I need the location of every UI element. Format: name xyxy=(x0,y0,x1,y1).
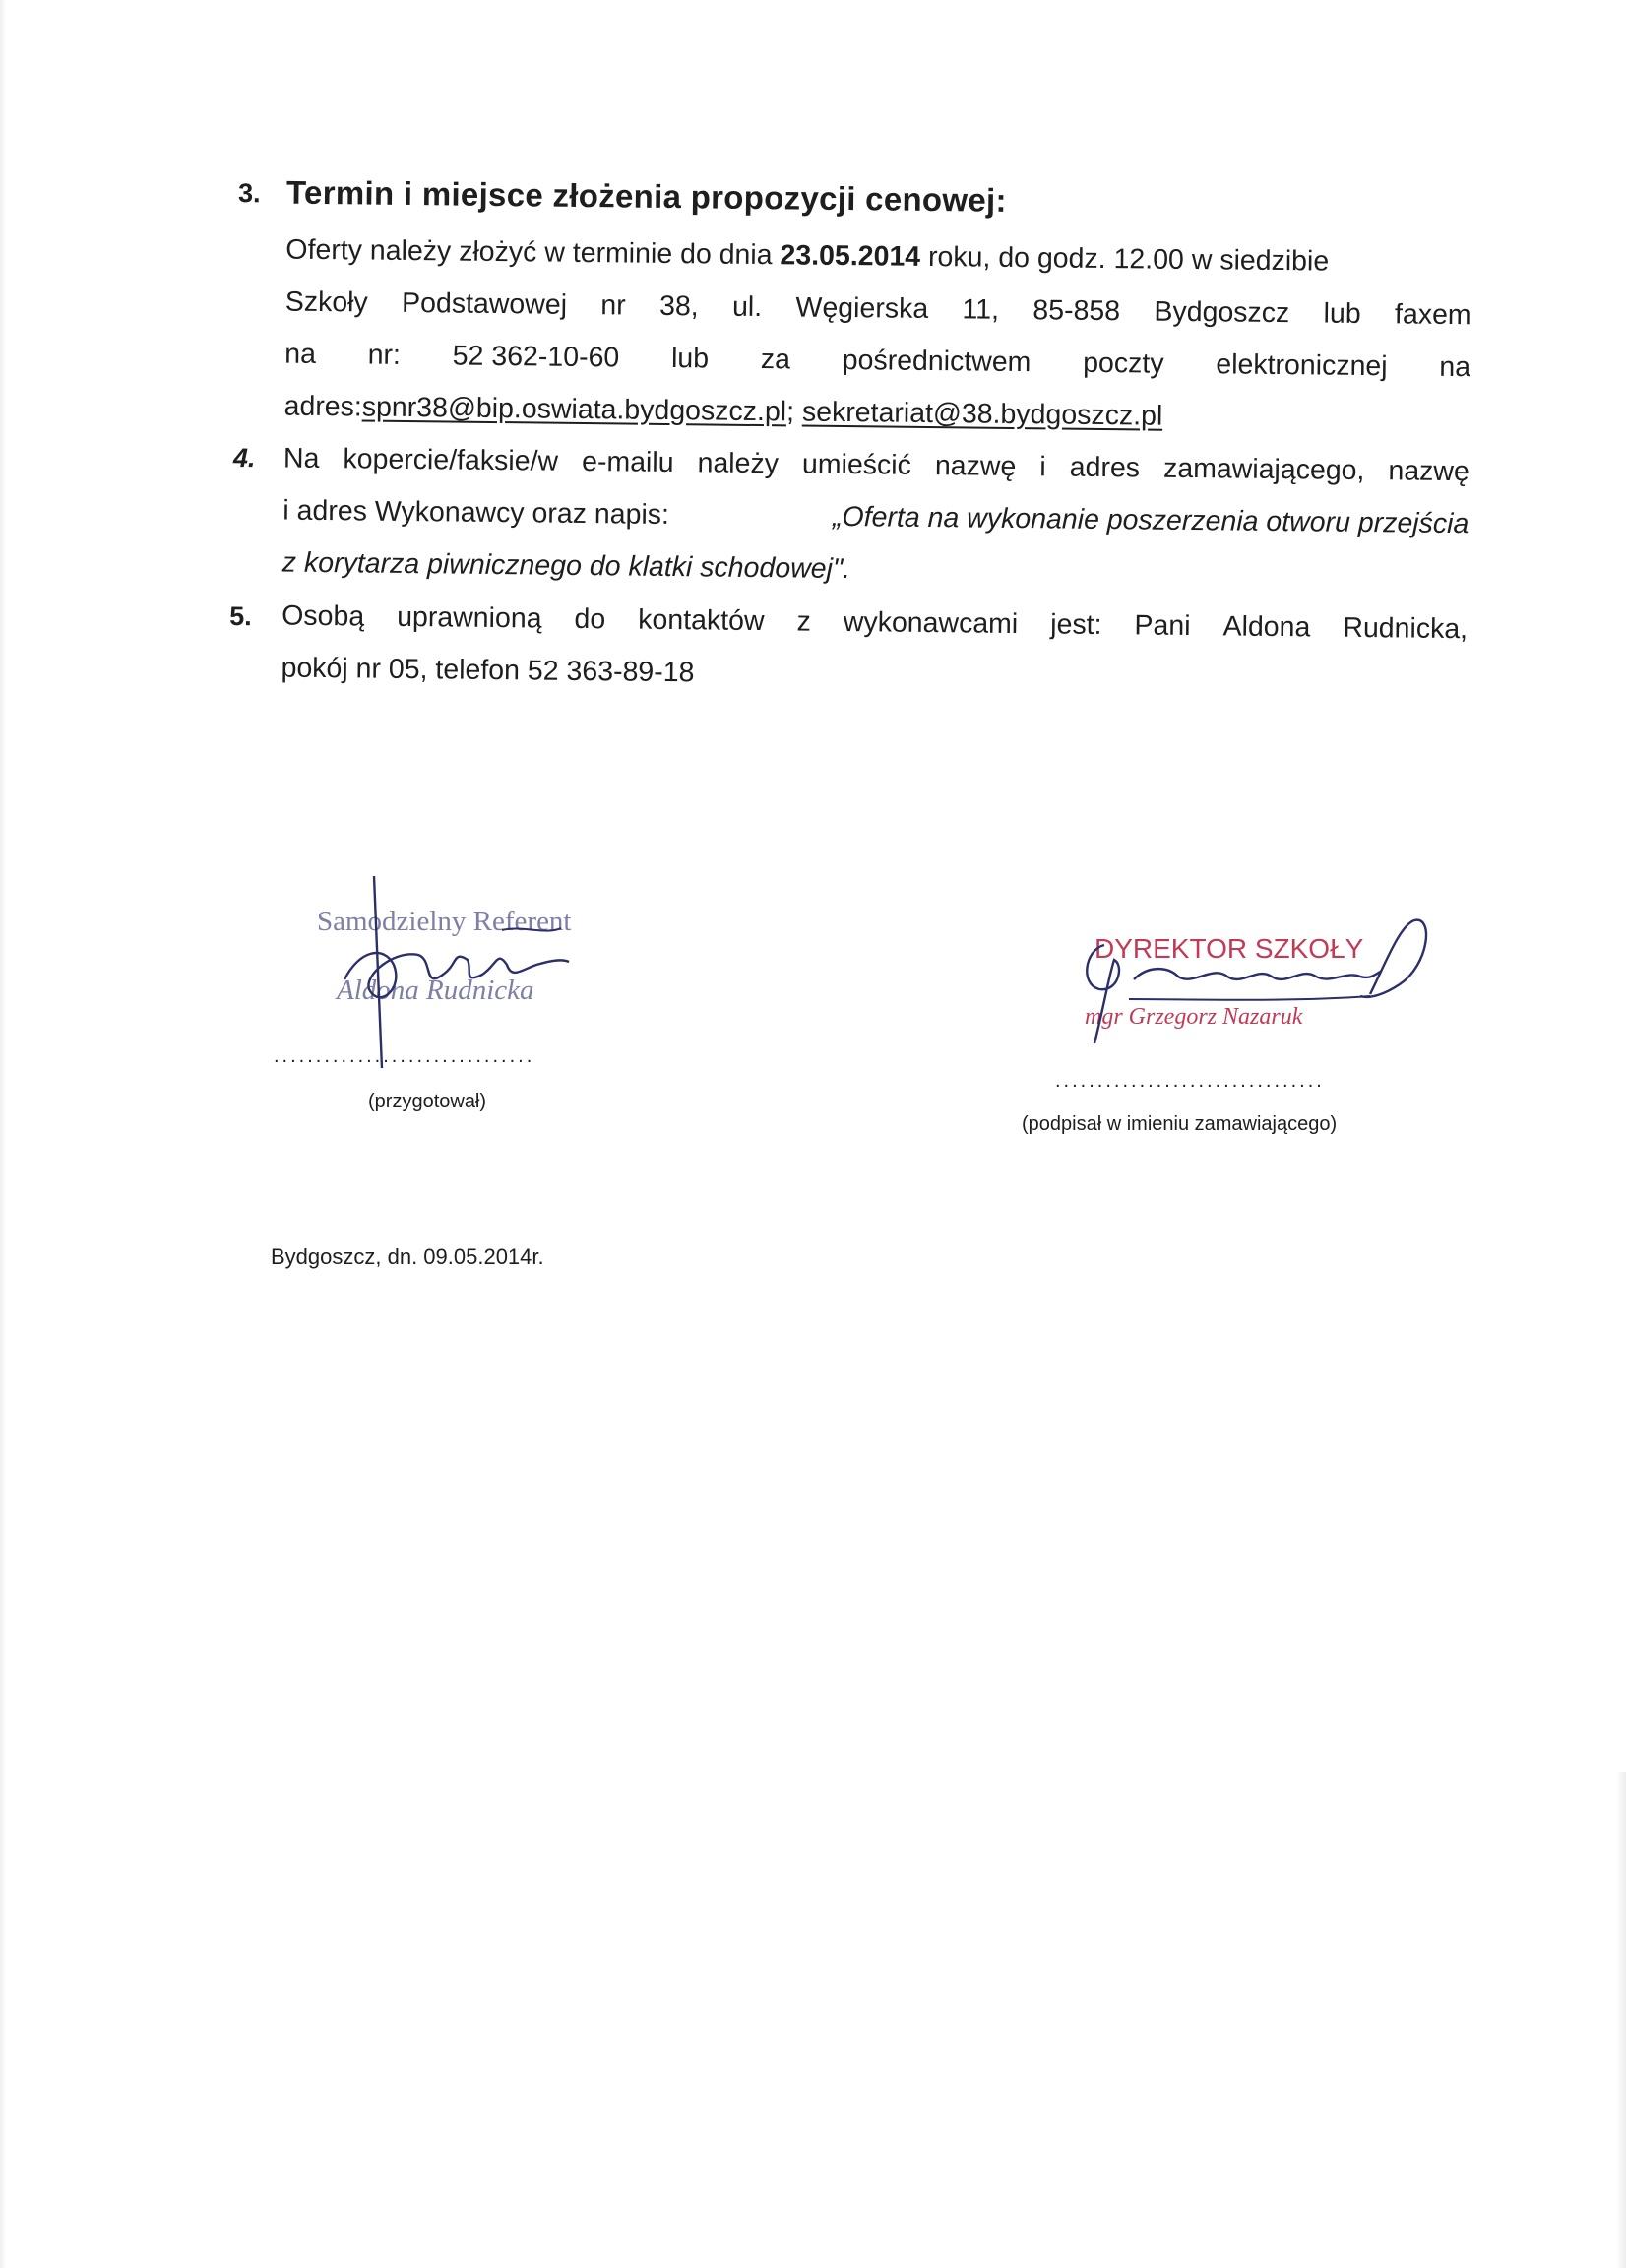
word: wykonawcami xyxy=(843,606,1019,641)
word: 11, xyxy=(962,293,1000,326)
word: Węgierska xyxy=(795,291,929,325)
section-4-line-2-text: i adres Wykonawcy oraz napis: xyxy=(282,494,670,532)
email-separator: ; xyxy=(785,396,795,428)
word: Pani xyxy=(1134,609,1191,643)
word: nr xyxy=(600,289,626,322)
director-signature xyxy=(1075,906,1449,1053)
word: do xyxy=(574,602,606,636)
word: należy xyxy=(697,447,780,480)
word: i xyxy=(1039,451,1046,483)
word: e-mailu xyxy=(581,446,674,479)
section-3-heading: Termin i miejsce złożenia propozycji cenowej: xyxy=(285,173,1007,219)
word: pośrednictwem xyxy=(842,344,1032,379)
word: Bydgoszcz xyxy=(1154,295,1290,330)
word: poczty xyxy=(1083,346,1164,380)
section-5-line-1 xyxy=(281,599,1468,647)
email-link-1[interactable]: spnr38@bip.oswiata.bydgoszcz.pl xyxy=(361,391,787,428)
word: za xyxy=(760,344,791,376)
word: zamawiającego, xyxy=(1162,452,1365,487)
word: 38, xyxy=(658,289,699,323)
word: uprawnioną xyxy=(396,600,542,635)
word: lub xyxy=(670,343,710,375)
section-5-number: 5. xyxy=(228,600,252,632)
preparer-stamp-title: Samodzielny Referent xyxy=(317,906,572,937)
word: faxem xyxy=(1394,298,1471,332)
word: z xyxy=(796,605,812,638)
word: nazwę xyxy=(934,450,1017,483)
word: Podstawowej xyxy=(401,286,568,321)
word: adres xyxy=(1069,451,1141,484)
preparer-signature-line: ............................... xyxy=(274,1045,535,1067)
word: elektronicznej xyxy=(1216,348,1388,383)
word: umieścić xyxy=(801,448,912,481)
word: kontaktów xyxy=(638,603,765,638)
word: jest: xyxy=(1050,608,1102,642)
section-3-number: 3. xyxy=(237,178,261,209)
section-4-line-1 xyxy=(283,442,1470,489)
deadline-text-pre: Oferty należy złożyć w terminie do dnia xyxy=(285,233,773,272)
word: Osobą xyxy=(281,599,365,633)
word: Aldona xyxy=(1222,610,1311,644)
word: nazwę xyxy=(1388,455,1470,488)
deadline-text-post: roku, do godz. 12.00 w siedzibie xyxy=(927,240,1330,278)
word: Rudnicka, xyxy=(1343,611,1469,646)
document-date: Bydgoszcz, dn. 09.05.2014r. xyxy=(271,1244,544,1269)
section-3-line-4 xyxy=(283,390,1470,437)
word: Szkoły xyxy=(284,285,368,319)
scan-edge-left xyxy=(0,0,6,2268)
word: nr: xyxy=(367,339,402,371)
preparer-stamp-name: Aldona Rudnicka xyxy=(337,975,534,1006)
section-3-line-2 xyxy=(285,285,1471,333)
section-4-number: 4. xyxy=(232,442,256,473)
address-prefix: adres: xyxy=(283,390,362,423)
deadline-date: 23.05.2014 xyxy=(780,239,921,273)
word: na xyxy=(1439,350,1471,384)
preparer-caption: (przygotował) xyxy=(368,1091,487,1112)
word: ul. xyxy=(731,290,763,324)
director-caption: (podpisał w imieniu zamawiającego) xyxy=(1022,1113,1338,1135)
document-body xyxy=(2,0,1626,689)
section-3-line-1 xyxy=(285,233,1471,281)
section-3-line-3 xyxy=(284,338,1470,385)
director-stamp-name: mgr Grzegorz Nazaruk xyxy=(1085,1004,1303,1030)
scan-edge-right xyxy=(1616,1772,1626,2268)
word: 85-858 xyxy=(1032,294,1121,328)
director-signature-line: ................................ xyxy=(1055,1070,1325,1092)
director-stamp-title: DYREKTOR SZKOŁY xyxy=(1094,933,1364,964)
word: kopercie/faksie/w xyxy=(343,443,559,477)
word: Na xyxy=(282,442,320,474)
fax-number: 52 362-10-60 xyxy=(452,340,620,374)
word: lub xyxy=(1323,297,1361,330)
offer-title-part-1: „Oferta na wykonanie poszerzenia otworu przejścia xyxy=(832,500,1470,540)
email-link-2[interactable]: sekretariat@38.bydgoszcz.pl xyxy=(801,396,1163,432)
contact-details: pokój nr 05, telefon 52 363-89-18 xyxy=(281,652,695,689)
offer-title-part-2: z korytarza piwnicznego do klatki schodowej". xyxy=(281,546,851,586)
section-4-line-2 xyxy=(282,494,1469,541)
word: na xyxy=(284,338,317,370)
